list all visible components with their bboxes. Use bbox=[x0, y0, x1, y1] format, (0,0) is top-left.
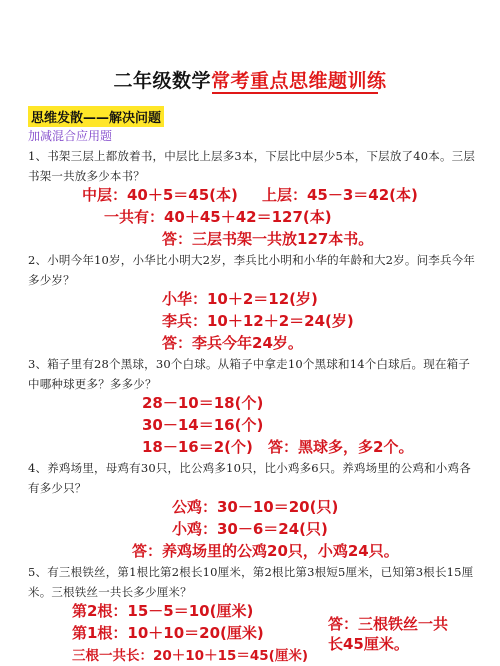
problem-1-line-2: 上层：45－3＝42(本) bbox=[262, 186, 418, 204]
problem-2-line-2: 李兵：10＋12＋2＝24(岁) bbox=[162, 312, 354, 330]
problem-5-line-1: 第2根：15－5＝10(厘米) bbox=[72, 602, 254, 620]
problem-5-line-3: 三根一共长：20＋10＋15＝45(厘米) bbox=[72, 648, 308, 664]
problem-2-question: 2、小明今年10岁，小华比小明大2岁，李兵比小明和小华的年龄和大2岁。问李兵今年多少岁？ bbox=[28, 253, 476, 287]
problem-1-line-1: 中层：40＋5＝45(本) bbox=[82, 186, 238, 204]
problem-3-line-2: 30－14＝16(个) bbox=[142, 416, 264, 434]
problem-5-answer: 答：三根铁丝一共长45厘米。 bbox=[328, 615, 449, 653]
problem-1-answer: 答：三层书架一共放127本书。 bbox=[162, 230, 374, 248]
problem-2-answer: 答：李兵今年24岁。 bbox=[162, 334, 303, 352]
problem-1-line-3: 一共有：40＋45＋42＝127(本) bbox=[104, 208, 332, 226]
title-part2: 常考重点思维题训练 bbox=[211, 70, 387, 92]
problem-2-line-1: 小华：10＋2＝12(岁) bbox=[162, 290, 318, 308]
problem-4-line-2: 小鸡：30－6＝24(只) bbox=[172, 520, 328, 538]
subsection-heading: 加减混合应用题 bbox=[28, 129, 113, 143]
page-title bbox=[0, 66, 500, 93]
title-underline bbox=[212, 92, 378, 94]
problem-3-line-1: 28－10＝18(个) bbox=[142, 394, 264, 412]
problem-3-answer: 答：黑球多，多2个。 bbox=[268, 438, 414, 456]
problem-4-question: 4、养鸡场里，母鸡有30只，比公鸡多10只，比小鸡多6只。养鸡场里的公鸡和小鸡各有多少只？ bbox=[28, 461, 471, 495]
problem-3-line-3: 18－16＝2(个) bbox=[142, 438, 253, 456]
title-part1: 二年级数学 bbox=[113, 70, 211, 92]
problem-4-answer: 答：养鸡场里的公鸡20只，小鸡24只。 bbox=[132, 542, 399, 560]
problem-1-question: 1、书架三层上都放着书，中层比上层多3本，下层比中层少5本，下层放了40本。三层书架一共放多少本书？ bbox=[28, 149, 476, 183]
problem-3-question: 3、箱子里有28个黑球，30个白球。从箱子中拿走10个黑球和14个白球后。现在箱子中哪种球更多？多多少？ bbox=[28, 357, 471, 391]
problem-4-line-1: 公鸡：30－10＝20(只) bbox=[172, 498, 339, 516]
section-heading: 思维发散——解决问题 bbox=[28, 106, 164, 127]
problem-5-question: 5、有三根铁丝，第1根比第2根长10厘米，第2根比第3根短5厘米，已知第3根长15厘米。三根铁丝一共长多少厘米？ bbox=[28, 565, 474, 599]
problem-5-line-2: 第1根：10＋10＝20(厘米) bbox=[72, 624, 264, 642]
